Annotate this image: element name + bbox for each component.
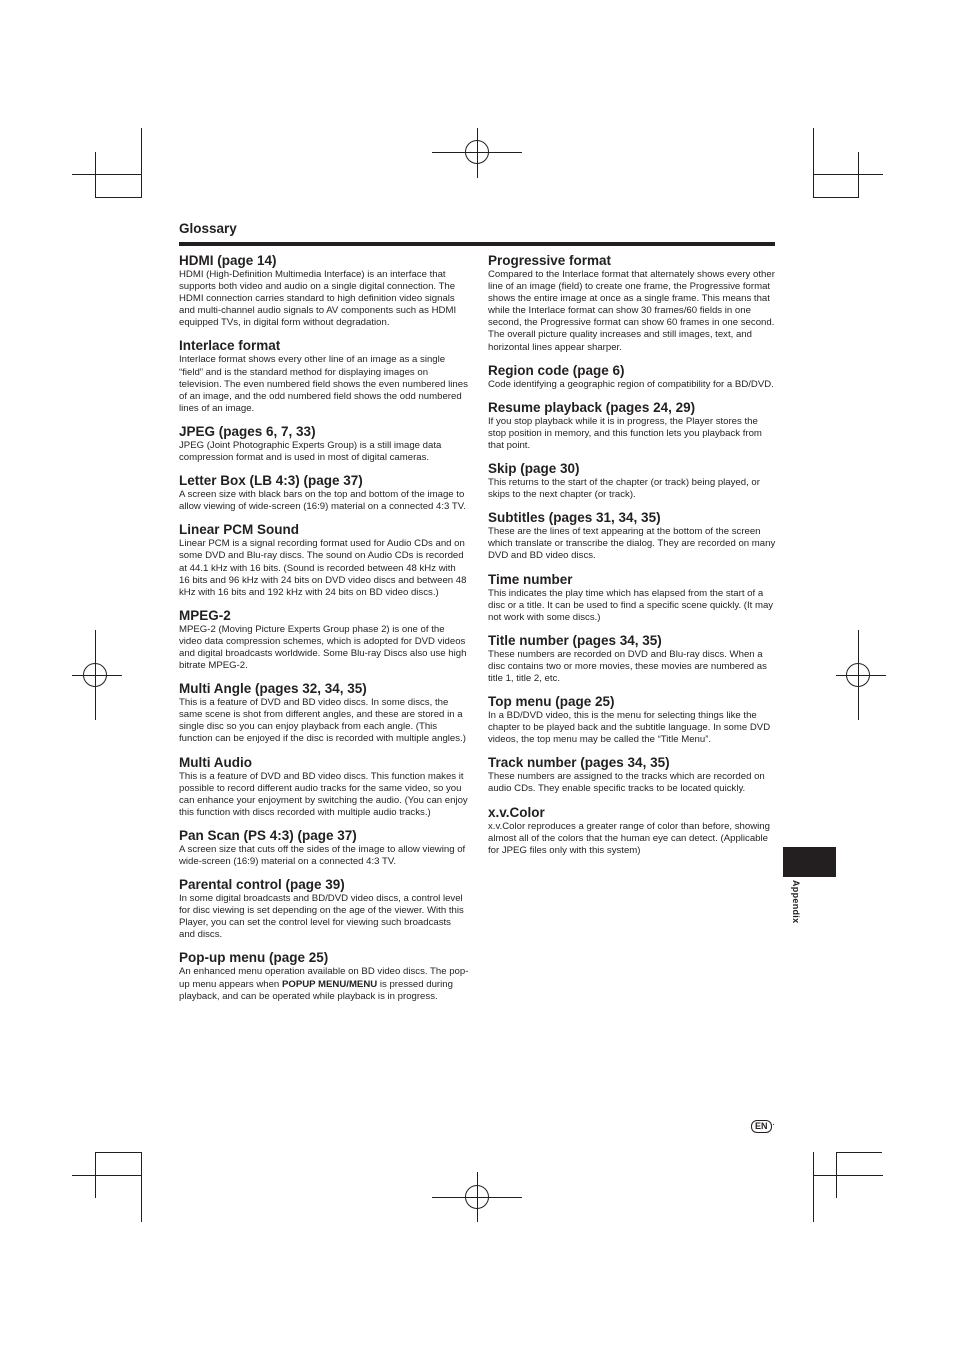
registration-circle-icon bbox=[83, 663, 107, 687]
glossary-entry bbox=[488, 460, 778, 501]
glossary-term: Multi Angle (pages 32, 34, 35) bbox=[179, 681, 367, 697]
glossary-entry bbox=[179, 521, 469, 598]
glossary-definition bbox=[488, 821, 778, 857]
definition-text: Interlace format shows every other line of an image as a single “field” and is the standard method for displaying images on television. The even numbered field shows the even numbered lines of an image, and the odd numbered field shows the odd numbered lines of an image. bbox=[179, 354, 468, 414]
registration-circle-icon bbox=[465, 1185, 489, 1209]
definition-text: This indicates the play time which has elapsed from the start of a disc or a title. It can be used to find a specific scene quickly. (It may not work with some discs.) bbox=[488, 587, 774, 623]
button-name-text: POPUP MENU/MENU bbox=[281, 978, 378, 990]
glossary-definition bbox=[179, 624, 469, 672]
definition-text: These numbers are assigned to the tracks which are recorded on audio CDs. They enable specific tracks to be located quickly. bbox=[488, 771, 765, 795]
glossary-entry bbox=[488, 509, 778, 562]
section-rule bbox=[179, 242, 775, 246]
definition-text: This is a feature of DVD and BD video discs. This function makes it possible to record different audio tracks for the same video, so you can enhance your enjoyment by switching the audio. (You can enjoy this function with discs recorded with multiple audio tracks.) bbox=[179, 770, 468, 818]
glossary-definition bbox=[179, 697, 469, 745]
glossary-term: Region code (page 6) bbox=[488, 362, 625, 378]
definition-text: This is a feature of DVD and BD video discs. In some discs, the same scene is shot from different angles, and these are stored in a single disc so you can enjoy playback from each angle. (This function can be enjoyed if the disc is recorded with multiple angles.) bbox=[179, 697, 466, 745]
glossary-definition bbox=[179, 440, 469, 464]
glossary-term: Top menu (page 25) bbox=[488, 694, 615, 710]
definition-text: Code identifying a geographic region of compatibility for a BD/DVD. bbox=[488, 378, 774, 390]
glossary-entry bbox=[488, 252, 778, 354]
glossary-entry bbox=[488, 571, 778, 624]
glossary-definition bbox=[488, 379, 778, 391]
definition-text: Linear PCM is a signal recording format used for Audio CDs and on some DVD and Blu-ray discs. The sound on Audio CDs is recorded at 44.1 kHz with 16 bits. (Sound is recorded between 48 kHz with 16 bits and 96 kHz with 24 bits on DVD video discs and between 48 kHz with 16 bits and 192 kHz with 24 bits on BD video discs.) bbox=[179, 538, 467, 598]
definition-text: An enhanced menu operation available on BD video discs. The pop-up menu appears when bbox=[179, 966, 469, 990]
glossary-column-right bbox=[488, 252, 778, 865]
registration-circle-icon bbox=[465, 140, 489, 164]
glossary-definition bbox=[179, 538, 469, 598]
definition-text: JPEG (Joint Photographic Experts Group) is a still image data compression format and is used in most of digital cameras. bbox=[179, 439, 442, 464]
glossary-definition bbox=[179, 966, 469, 1002]
glossary-entry bbox=[179, 876, 469, 941]
glossary-entry bbox=[488, 362, 778, 391]
glossary-entry bbox=[488, 693, 778, 746]
glossary-entry bbox=[488, 754, 778, 795]
glossary-term: Parental control (page 39) bbox=[179, 877, 345, 893]
page-dot: · bbox=[772, 1119, 776, 1130]
definition-text: x.v.Color reproduces a greater range of color than before, showing almost all of the colors that the human eye can detect. (Applicable for JPEG files only with this system) bbox=[488, 820, 770, 856]
glossary-entry bbox=[179, 423, 469, 464]
glossary-definition bbox=[179, 354, 469, 414]
registration-circle-icon bbox=[846, 663, 870, 687]
definition-text: This returns to the start of the chapter (or track) being played, or skips to the next chapter (or track). bbox=[488, 477, 760, 501]
glossary-entry bbox=[488, 804, 778, 857]
definition-text: MPEG-2 (Moving Picture Experts Group phase 2) is one of the video data compression schemes, which is adopted for DVD videos and digital broadcasts worldwide. Some Blu-ray Discs also use high bitrate MPEG-2. bbox=[179, 623, 467, 672]
glossary-definition bbox=[179, 269, 469, 329]
glossary-definition bbox=[488, 269, 778, 354]
glossary-entry bbox=[179, 754, 469, 819]
definition-text: These are the lines of text appearing at the bottom of the screen which translate or transcribe the dialog. They are recorded on many DVD and BD video discs. bbox=[488, 526, 776, 562]
glossary-term: Subtitles (pages 31, 34, 35) bbox=[488, 510, 661, 526]
glossary-entry bbox=[179, 949, 469, 1002]
glossary-entry bbox=[179, 252, 469, 329]
glossary-definition bbox=[179, 893, 469, 941]
glossary-definition bbox=[488, 649, 778, 685]
definition-text: HDMI (High-Definition Multimedia Interface) is an interface that supports both video and audio on a single digital connection. The HDMI connection carries standard to high definition video signals and multi-channel audio signals to AV components such as HDMI equipped TVs, in digital form without degradation. bbox=[179, 269, 457, 329]
glossary-entry bbox=[179, 827, 469, 868]
glossary-definition bbox=[488, 416, 778, 452]
glossary-definition bbox=[179, 771, 469, 819]
glossary-term: HDMI (page 14) bbox=[179, 253, 277, 268]
glossary-entry bbox=[179, 472, 469, 513]
glossary-term: Linear PCM Sound bbox=[179, 522, 300, 538]
glossary-term: Interlace format bbox=[179, 338, 281, 354]
appendix-tab bbox=[783, 847, 836, 877]
glossary-term: Skip (page 30) bbox=[488, 461, 580, 477]
glossary-definition bbox=[488, 526, 778, 562]
glossary-definition bbox=[179, 844, 469, 868]
glossary-entry bbox=[179, 607, 469, 672]
glossary-entry bbox=[179, 680, 469, 745]
definition-text: If you stop playback while it is in progress, the Player stores the stop position in memory, and this function lets you playback from that point. bbox=[488, 415, 762, 451]
glossary-definition bbox=[179, 489, 469, 513]
glossary-term: JPEG (pages 6, 7, 33) bbox=[179, 423, 316, 439]
glossary-column-left bbox=[179, 252, 469, 1011]
glossary-term: Resume playback (pages 24, 29) bbox=[488, 399, 696, 415]
appendix-label: Appendix bbox=[791, 880, 801, 924]
definition-text: These numbers are recorded on DVD and Blu-ray discs. When a disc contains two or more movies, these movies are numbered as title 1, title 2, etc. bbox=[488, 648, 767, 684]
definition-text: In some digital broadcasts and BD/DVD video discs, a control level for disc viewing is set depending on the age of the viewer. With this Player, you can set the control level for viewing such broadcasts and discs. bbox=[179, 893, 464, 941]
section-title: Glossary bbox=[179, 221, 237, 236]
glossary-entry bbox=[488, 632, 778, 685]
glossary-term: Multi Audio bbox=[179, 754, 252, 770]
definition-text: A screen size with black bars on the top and bottom of the image to allow viewing of wide-screen (16:9) material on a connected 4:3 TV. bbox=[179, 489, 466, 513]
language-badge: EN bbox=[751, 1120, 772, 1133]
definition-text: A screen size that cuts off the sides of the image to allow viewing of wide-screen (16:9) material on a connected 4:3 TV. bbox=[179, 843, 466, 867]
glossary-definition bbox=[488, 588, 778, 624]
glossary-term: Title number (pages 34, 35) bbox=[488, 632, 662, 648]
glossary-definition bbox=[488, 477, 778, 501]
glossary-entry bbox=[488, 399, 778, 452]
glossary-term: x.v.Color bbox=[488, 804, 545, 820]
glossary-term: Pop-up menu (page 25) bbox=[179, 950, 329, 966]
glossary-entry bbox=[179, 337, 469, 414]
glossary-term: Letter Box (LB 4:3) (page 37) bbox=[179, 473, 363, 489]
definition-text: Compared to the Interlace format that alternately shows every other line of an image (field) to create one frame, the Progressive format shows the entire image at once as a single frame. This means that while the Interlace format can show 30 frames/60 fields in one second, the Progressive format can show 60 frames in one second. The overall picture quality increases and still images, text, and horizontal lines appear sharper. bbox=[488, 269, 775, 353]
glossary-term: MPEG-2 bbox=[179, 607, 231, 623]
definition-text: In a BD/DVD video, this is the menu for selecting things like the chapter to be played back and the subtitle language. In some DVD videos, the top menu may be called the “Title Menu”. bbox=[488, 710, 771, 746]
definition-text: is pressed during playback, and can be operated while playback is in progress. bbox=[179, 978, 453, 1002]
glossary-term: Progressive format bbox=[488, 253, 612, 268]
glossary-term: Time number bbox=[488, 571, 573, 587]
glossary-term: Pan Scan (PS 4:3) (page 37) bbox=[179, 827, 357, 843]
glossary-term: Track number (pages 34, 35) bbox=[488, 755, 670, 771]
glossary-definition bbox=[488, 710, 778, 746]
glossary-definition bbox=[488, 771, 778, 795]
